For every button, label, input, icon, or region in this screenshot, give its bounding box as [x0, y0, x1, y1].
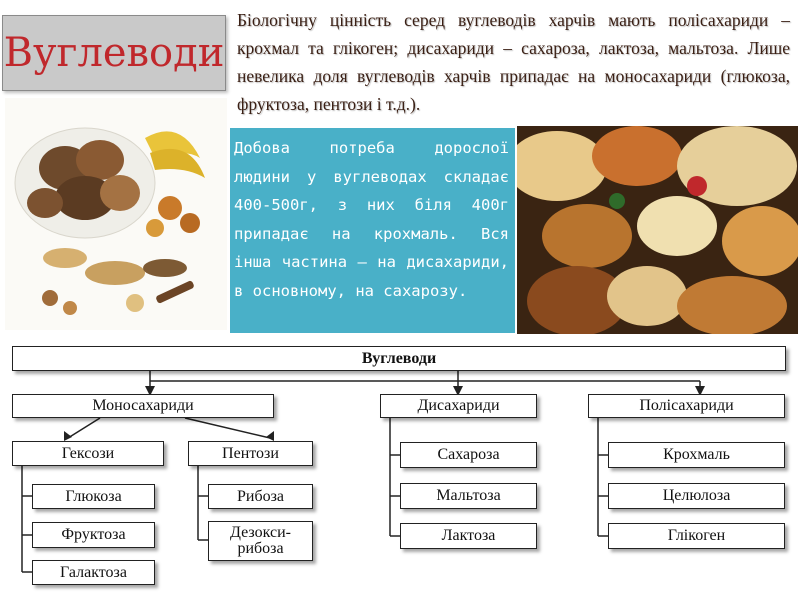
node-hexoses: Гексози — [12, 441, 164, 466]
intro-paragraph: Біологічну цінність серед вуглеводів харчів мають полісахариди – крохмал та глікоген; дисахариди – сахароза, лактоза, мальтоза. Лише невелика доля вуглеводів харчів припадає на моносахариди (глюкоза, фруктоза, пентози і т.д.). — [237, 10, 790, 114]
node-lactose: Лактоза — [400, 523, 537, 549]
node-deoxyribose: Дезокси-рибоза — [208, 521, 313, 561]
node-sucrose: Сахароза — [400, 442, 537, 468]
node-glucose: Глюкоза — [32, 484, 155, 509]
node-monosaccharides: Моносахариди — [12, 394, 274, 418]
slide-title: Вуглеводи — [2, 15, 226, 91]
diagram-root: Вуглеводи — [12, 346, 786, 371]
node-maltose: Мальтоза — [400, 483, 537, 509]
node-glycogen: Глікоген — [608, 523, 785, 549]
node-fructose: Фруктоза — [32, 522, 155, 548]
node-galactose: Галактоза — [32, 560, 155, 585]
node-cellulose: Целюлоза — [608, 483, 785, 509]
node-disaccharides: Дисахариди — [380, 394, 537, 418]
node-starch: Крохмаль — [608, 442, 785, 468]
daily-need-text: Добова потреба дорослої людини у вуглеводах складає 400-500г, з них біля 400г припадає на крохмаль. Вся інша частина – на дисахариди, в основному, на сахарозу. — [234, 139, 509, 300]
node-polysaccharides: Полісахариди — [588, 394, 785, 418]
node-ribose: Рибоза — [208, 484, 313, 509]
node-pentoses: Пентози — [188, 441, 313, 466]
